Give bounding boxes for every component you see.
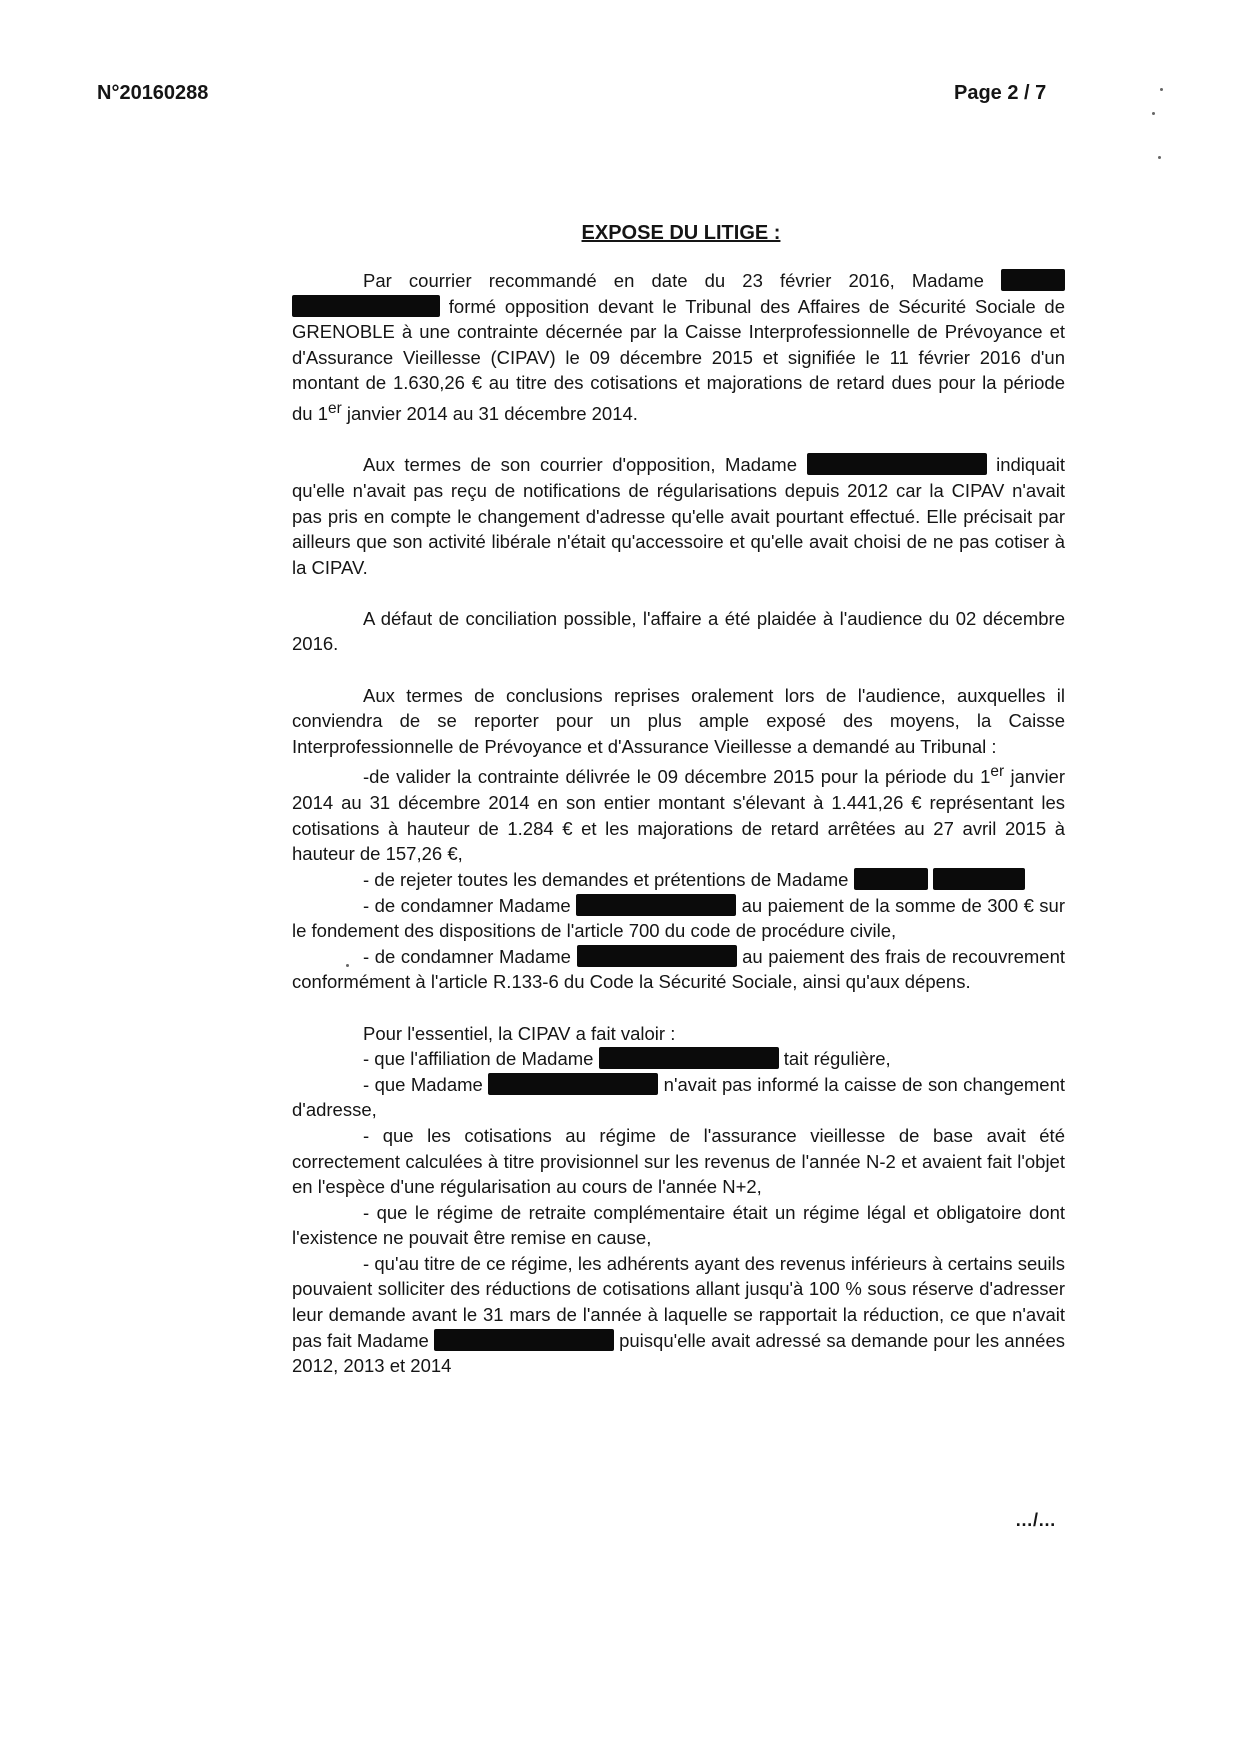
text-run: janvier 2014 au 31 décembre 2014 en son entier montant s'élevant à 1.441,26 € représentant les cotisations à hauteur de 1.284 € et les majorations de retard arrêtées au 27 avril 2015 à hauteur de 157,26 €, xyxy=(292,766,1066,865)
redaction-bar xyxy=(1001,269,1065,291)
text-run: janvier 2014 au 31 décembre 2014. xyxy=(341,403,638,425)
paragraph-hearing: A défaut de conciliation possible, l'affaire a été plaidée à l'audience du 02 décembre 2016. xyxy=(292,607,1065,655)
redaction-bar xyxy=(599,1047,779,1069)
argument-affiliation xyxy=(292,1046,1065,1072)
scan-speck xyxy=(1152,112,1155,115)
redaction-bar xyxy=(576,894,736,916)
text-run: Par courrier recommandé en date du 23 février 2016, Madame xyxy=(363,270,984,291)
paragraph-letter xyxy=(292,452,1065,580)
request-condemn-700 xyxy=(292,893,1065,944)
redaction-bar xyxy=(488,1073,658,1095)
text-run: -de valider la contrainte délivrée le 09 décembre 2015 pour la période du 1 xyxy=(363,766,991,788)
continuation-mark: …/… xyxy=(1015,1510,1057,1530)
text-run: indiquait qu'elle n'avait pas reçu de notifications de régularisations depuis 2012 car la CIPAV n'avait pas pris en compte le changement d'adresse qu'elle avait pourtant effectué. Elle précisait par ailleurs que son activité libérale n'était qu'accessoire et qu'elle avait choisi de ne pas cotiser à la CIPAV. xyxy=(292,454,1066,578)
redaction-bar xyxy=(577,945,737,967)
superscript: er xyxy=(328,399,342,417)
text-run: - de condamner Madame xyxy=(363,894,571,916)
redaction-bar xyxy=(854,868,928,890)
text-run: Aux termes de son courrier d'opposition, Madame xyxy=(363,454,798,476)
argument-reductions xyxy=(292,1251,1065,1379)
paragraph-opposition xyxy=(292,268,1065,427)
argument-address xyxy=(292,1072,1065,1123)
redaction-bar xyxy=(434,1329,614,1351)
scan-speck xyxy=(1158,156,1161,159)
superscript: er xyxy=(990,763,1005,781)
text-run: tait régulière, xyxy=(783,1048,891,1070)
text-run: puisqu'elle avait adressé sa demande pour les années 2012, 2013 et 2014 xyxy=(292,1329,1065,1377)
document-body xyxy=(292,268,1065,1379)
scan-speck xyxy=(1160,88,1163,91)
text-run: au paiement de la somme de 300 € sur le fondement des dispositions de l'article 700 du code de procédure civile, xyxy=(292,894,1066,942)
text-run: - que Madame xyxy=(363,1073,483,1095)
redaction-bar xyxy=(933,868,1025,890)
argument-complementary-regime: - que le régime de retraite complémentaire était un régime légal et obligatoire dont l'existence ne pouvait être remise en cause, xyxy=(292,1201,1065,1249)
document-number: N°20160288 xyxy=(97,82,209,104)
text-run: - de rejeter toutes les demandes et prétentions de Madame xyxy=(363,868,849,890)
scan-speck xyxy=(346,964,349,967)
redaction-bar xyxy=(807,453,987,475)
section-title: EXPOSE DU LITIGE : xyxy=(581,222,781,244)
text-run: - qu'au titre de ce régime, les adhérents ayant des revenus inférieurs à certains seuils pouvaient solliciter des réductions de cotisations allant jusqu'à 100 % sous réserve d'adresser leur demande avant le 31 mars de l'année à laquelle se rapportait la réduction, ce que n'avait pas fait Madame xyxy=(292,1252,1065,1351)
paragraph-cipav-arguments: Pour l'essentiel, la CIPAV a fait valoir : xyxy=(363,1022,676,1044)
text-run: formé opposition devant le Tribunal des Affaires de Sécurité Sociale de GRENOBLE à une contrainte décernée par la Caisse Interprofessionnelle de Prévoyance et d'Assurance Vieillesse (CIPAV) le 09 décembre 2015 et signifiée le 11 février 2016 d'un montant de 1.630,26 € au titre des cotisations et majorations de retard dues pour la période du 1 xyxy=(292,295,1065,425)
redaction-bar xyxy=(292,295,440,317)
request-validate xyxy=(292,759,1065,867)
page-number: Page 2 / 7 xyxy=(954,82,1047,104)
request-condemn-costs xyxy=(292,944,1065,995)
text-run: n'avait pas informé la caisse de son changement d'adresse, xyxy=(292,1073,1066,1121)
text-run: au paiement des frais de recouvrement conformément à l'article R.133-6 du Code la Sécurité Sociale, ainsi qu'aux dépens. xyxy=(292,945,1066,993)
text-run: - que l'affiliation de Madame xyxy=(363,1048,594,1070)
request-reject xyxy=(292,867,1065,893)
paragraph-conclusions: Aux termes de conclusions reprises oralement lors de l'audience, auxquelles il conviendra de se reporter pour un plus ample exposé des moyens, la Caisse Interprofessionnelle de Prévoyance et d'Assurance Vieillesse a demandé au Tribunal : xyxy=(292,684,1065,757)
text-run: - de condamner Madame xyxy=(363,945,571,967)
argument-base-regime: - que les cotisations au régime de l'assurance vieillesse de base avait été correctement calculées à titre provisionnel sur les revenus de l'année N-2 et avaient fait l'objet en l'espèce d'une régularisation au cours de l'année N+2, xyxy=(292,1124,1065,1198)
